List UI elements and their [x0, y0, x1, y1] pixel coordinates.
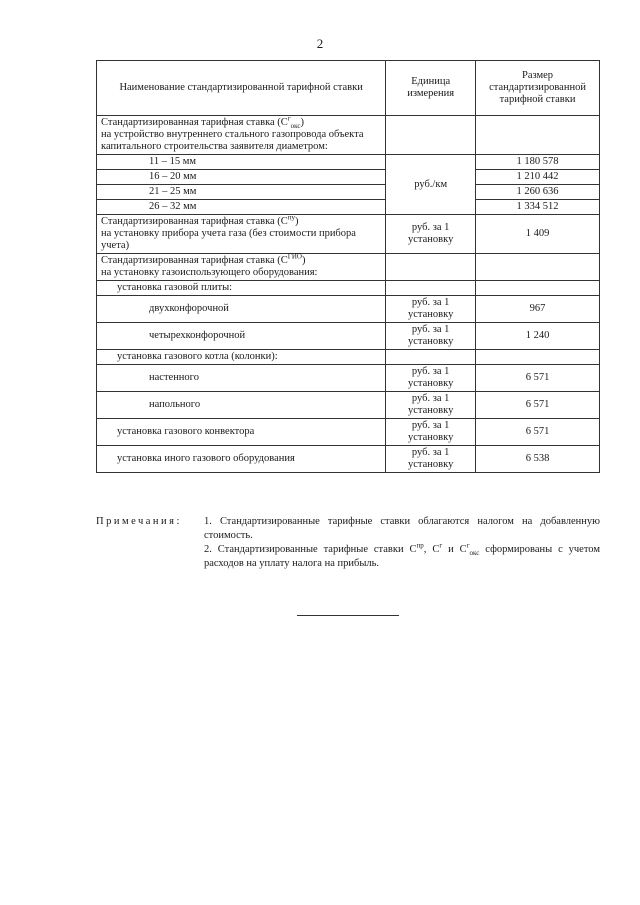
meter-unit: руб. за 1 установку	[386, 215, 476, 254]
stove-label: четырехконфорочной	[97, 323, 386, 350]
equipment-value: 6 571	[476, 419, 600, 446]
stove-value: 967	[476, 296, 600, 323]
equipment-label: установка иного газового оборудования	[97, 446, 386, 473]
boiler-title: установка газового котла (колонки):	[97, 350, 386, 365]
diameter-label: 11 – 15 мм	[97, 155, 386, 170]
equipment-title-row	[97, 254, 600, 281]
table-row	[97, 185, 600, 200]
table-row	[97, 392, 600, 419]
diameter-label: 26 – 32 мм	[97, 200, 386, 215]
tariff-value: 1 334 512	[476, 200, 600, 215]
meter-row	[97, 215, 600, 254]
header-name: Наименование стандартизированной тарифной ставки	[97, 61, 386, 116]
table-header-row	[97, 61, 600, 116]
note-item-1: 1. Стандартизированные тарифные ставки облагаются налогом на добавленную стоимость.	[204, 516, 600, 541]
stove-title-row	[97, 281, 600, 296]
note-item-2: 2. Стандартизированные тарифные ставки $С^{пр}$, $С^г$ и $С^г_{окс}$ сформированы с учетом расходов на уплату налога на прибыль.	[204, 541, 600, 569]
pipeline-unit: руб./км	[386, 155, 476, 215]
equipment-unit: руб. за 1 установку	[386, 419, 476, 446]
table-row	[97, 446, 600, 473]
boiler-unit: руб. за 1 установку	[386, 392, 476, 419]
tariff-table	[96, 60, 600, 473]
table-row	[97, 296, 600, 323]
tariff-value: 1 180 578	[476, 155, 600, 170]
tariff-value: 1 210 442	[476, 170, 600, 185]
page-number: 2	[316, 36, 324, 51]
boiler-label: настенного	[97, 365, 386, 392]
tariff-value: 1 260 636	[476, 185, 600, 200]
table-row	[97, 419, 600, 446]
equipment-title: Стандартизированная тарифная ставка $(С^{ГИО})$ на установку газоиспользующего оборудования:	[97, 254, 386, 281]
diameter-label: 21 – 25 мм	[97, 185, 386, 200]
table-row	[97, 200, 600, 215]
equipment-label: установка газового конвектора	[97, 419, 386, 446]
boiler-title-row	[97, 350, 600, 365]
stove-title: установка газовой плиты:	[97, 281, 386, 296]
table-row	[97, 365, 600, 392]
header-value: Размер стандартизированной тарифной ставки	[476, 61, 600, 116]
table-row	[97, 323, 600, 350]
stove-label: двухконфорочной	[97, 296, 386, 323]
boiler-unit: руб. за 1 установку	[386, 365, 476, 392]
diameter-label: 16 – 20 мм	[97, 170, 386, 185]
boiler-value: 6 571	[476, 365, 600, 392]
stove-value: 1 240	[476, 323, 600, 350]
table-row	[97, 170, 600, 185]
table-row	[97, 155, 600, 170]
pipeline-title-row	[97, 116, 600, 155]
header-unit: Единица измерения	[386, 61, 476, 116]
meter-title: Стандартизированная тарифная ставка $(С^{пу})$ на установку прибора учета газа (без стоимости прибора учета)	[97, 215, 386, 254]
equipment-value: 6 538	[476, 446, 600, 473]
boiler-label: напольного	[97, 392, 386, 419]
separator-line	[297, 615, 399, 616]
pipeline-title: Стандартизированная тарифная ставка $(С^г_{окс})$ на устройство внутреннего стального газопровода объекта капитального строительства заявителя диаметром:	[97, 116, 386, 155]
equipment-unit: руб. за 1 установку	[386, 446, 476, 473]
boiler-value: 6 571	[476, 392, 600, 419]
stove-unit: руб. за 1 установку	[386, 323, 476, 350]
meter-value: 1 409	[476, 215, 600, 254]
notes-label: Примечания:	[96, 516, 182, 527]
stove-unit: руб. за 1 установку	[386, 296, 476, 323]
notes	[96, 515, 600, 571]
